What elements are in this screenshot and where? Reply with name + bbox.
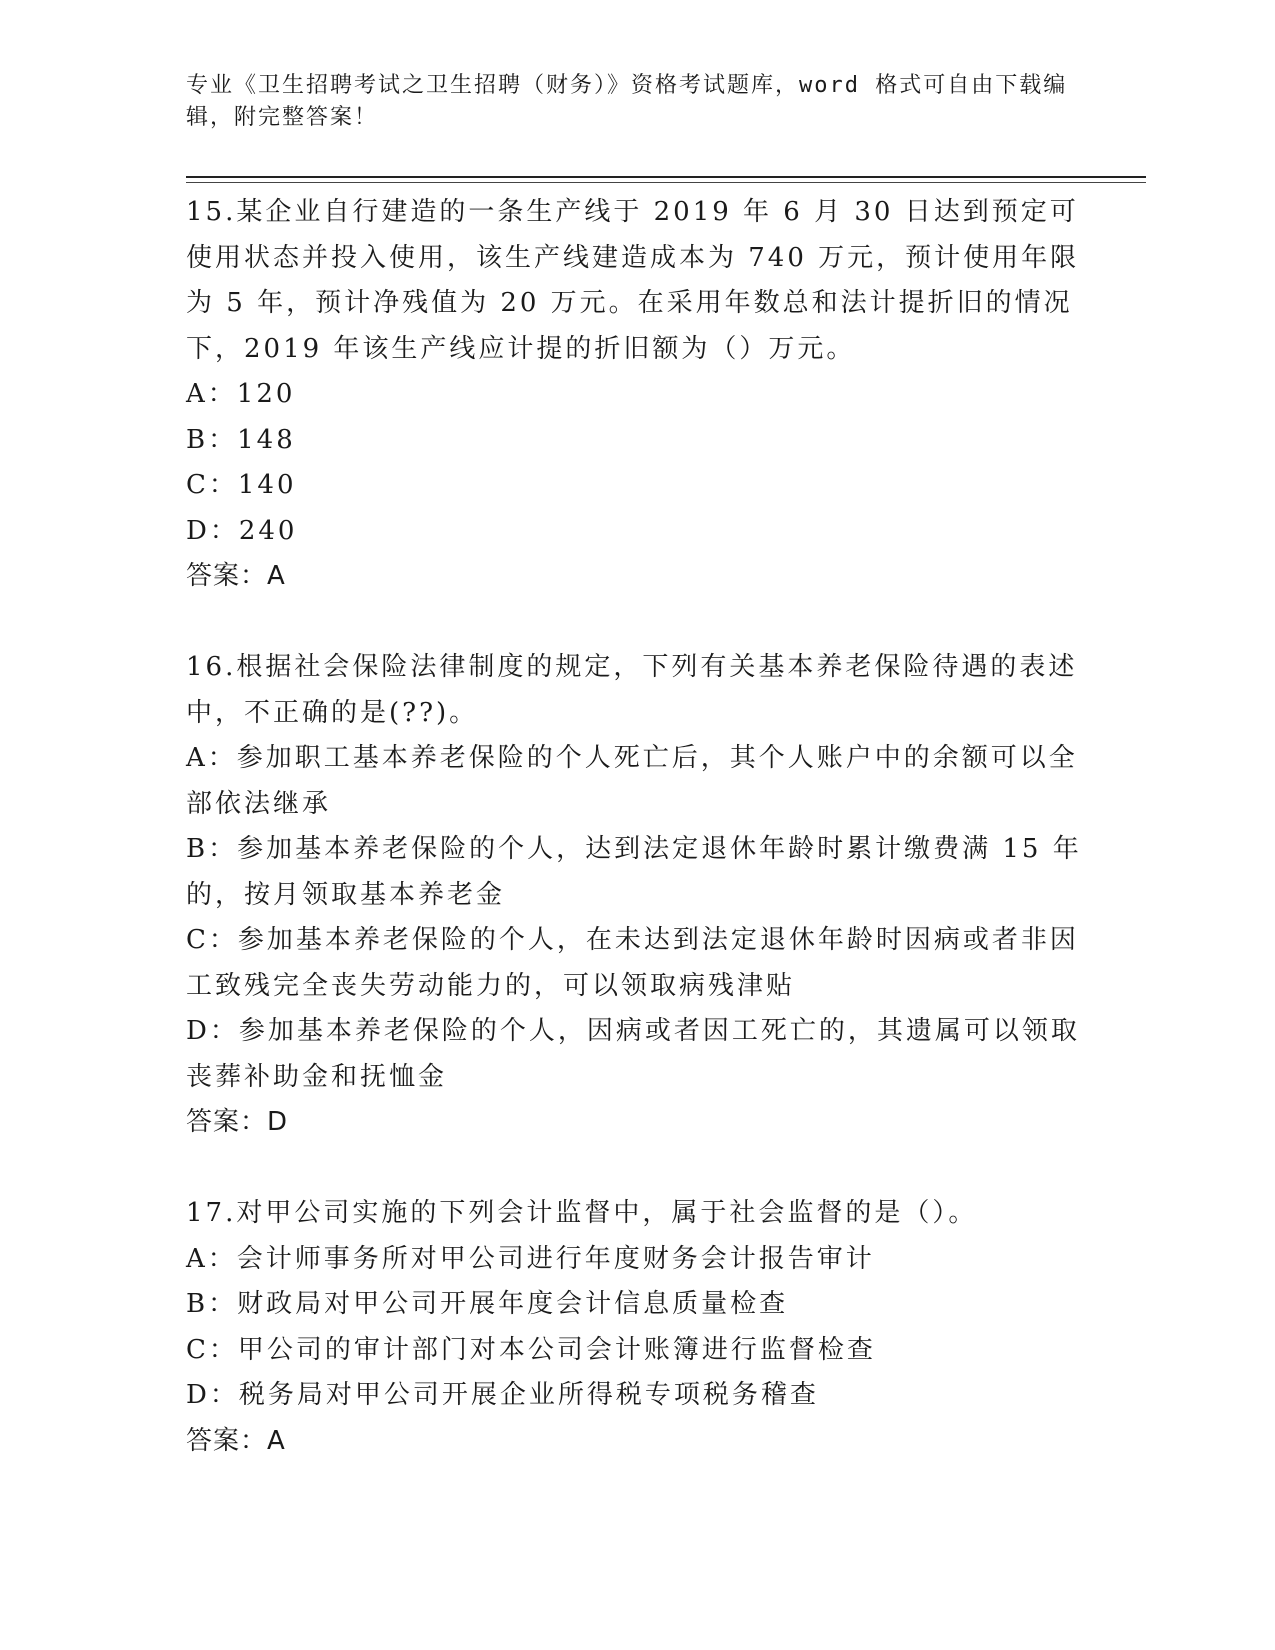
- option-b: B：参加基本养老保险的个人，达到法定退休年龄时累计缴费满 15 年的，按月领取基本养老金: [186, 834, 1082, 910]
- question-16: [186, 645, 1086, 1146]
- option-a: A：120: [186, 379, 296, 409]
- header-divider-thick: [186, 176, 1146, 178]
- option-c: C：甲公司的审计部门对本公司会计账簿进行监督检查: [186, 1334, 876, 1365]
- option-d: D：税务局对甲公司开展企业所得税专项税务稽查: [186, 1380, 819, 1410]
- question-list: [186, 190, 1086, 1464]
- option-a: A：参加职工基本养老保险的个人死亡后，其个人账户中的余额可以全部依法继承: [186, 743, 1078, 819]
- option-b: B：财政局对甲公司开展年度会计信息质量检查: [186, 1289, 789, 1319]
- document-header: 专业《卫生招聘考试之卫生招聘（财务）》资格考试题库，word 格式可自由下载编辑，附完整答案！: [186, 73, 1068, 130]
- question-stem: 16.根据社会保险法律制度的规定，下列有关基本养老保险待遇的表述中，不正确的是(??)。: [186, 652, 1078, 728]
- option-b: B：148: [186, 424, 296, 455]
- option-a: A：会计师事务所对甲公司进行年度财务会计报告审计: [186, 1243, 875, 1274]
- question-stem: 15.某企业自行建造的一条生产线于 2019 年 6 月 30 日达到预定可使用状态并投入使用，该生产线建造成本为 740 万元，预计使用年限为 5 年，预计净残值为 20 万元。在采用年数总和法计提折旧的情况下，2019 年该生产线应计提的折旧额为（）万元。: [186, 197, 1080, 364]
- answer-label: 答案：A: [186, 1425, 286, 1456]
- option-c: C：参加基本养老保险的个人，在未达到法定退休年龄时因病或者非因工致残完全丧失劳动能力的，可以领取病残津贴: [186, 925, 1079, 1001]
- answer-label: 答案：A: [186, 561, 286, 591]
- option-c: C：140: [186, 470, 297, 500]
- question-15: [186, 190, 1086, 600]
- option-d: D：240: [186, 515, 298, 546]
- answer-label: 答案：D: [186, 1107, 289, 1137]
- header-divider-thin: [186, 182, 1146, 183]
- question-stem: 17.对甲公司实施的下列会计监督中，属于社会监督的是（）。: [186, 1198, 978, 1228]
- option-d: D：参加基本养老保险的个人，因病或者因工死亡的，其遗属可以领取丧葬补助金和抚恤金: [186, 1016, 1080, 1092]
- question-17: [186, 1191, 1086, 1464]
